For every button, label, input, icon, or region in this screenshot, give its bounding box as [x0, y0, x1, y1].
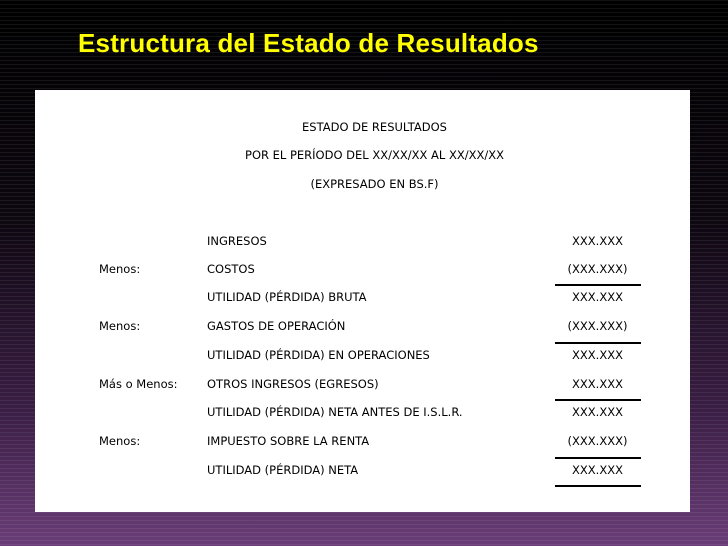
statement-row-utilidad-neta [35, 456, 690, 484]
row-concept: UTILIDAD (PÉRDIDA) NETA [207, 463, 359, 477]
row-concept: GASTOS DE OPERACIÓN [207, 319, 346, 333]
row-amount: XXX.XXX [572, 290, 623, 304]
row-amount: XXX.XXX [572, 463, 623, 477]
row-concept: UTILIDAD (PÉRDIDA) EN OPERACIONES [207, 348, 430, 362]
row-amount: XXX.XXX [572, 234, 623, 248]
row-amount: XXX.XXX [572, 405, 623, 419]
statement-heading: ESTADO DE RESULTADOS [302, 120, 447, 134]
statement-row-ingresos [35, 227, 690, 255]
statement-row-costos [35, 255, 690, 283]
row-concept: IMPUESTO SOBRE LA RENTA [207, 434, 370, 448]
row-amount: (XXX.XXX) [567, 434, 628, 448]
row-concept: UTILIDAD (PÉRDIDA) BRUTA [207, 290, 367, 304]
statement-period: POR EL PERÍODO DEL XX/XX/XX AL XX/XX/XX [245, 148, 504, 162]
row-prefix: Menos: [99, 434, 141, 448]
row-prefix: Más o Menos: [99, 377, 178, 391]
statement-currency: (EXPRESADO EN BS.F) [310, 177, 439, 191]
slide-title: Estructura del Estado de Resultados [78, 28, 539, 58]
statement-row-utilidad-bruta [35, 283, 690, 311]
income-statement-panel [35, 90, 690, 512]
row-amount: XXX.XXX [572, 348, 623, 362]
statement-row-utilidad-antes-islr [35, 398, 690, 426]
statement-row-utilidad-operaciones [35, 341, 690, 369]
statement-row-impuesto [35, 427, 690, 455]
statement-row-gastos-operacion [35, 312, 690, 340]
row-concept: OTROS INGRESOS (EGRESOS) [207, 377, 379, 391]
row-amount: XXX.XXX [572, 377, 623, 391]
total-rule [555, 485, 641, 487]
row-concept: COSTOS [207, 262, 255, 276]
statement-row-otros-ingresos [35, 370, 690, 398]
row-prefix: Menos: [99, 262, 141, 276]
row-amount: (XXX.XXX) [567, 319, 628, 333]
row-prefix: Menos: [99, 319, 141, 333]
row-amount: (XXX.XXX) [567, 262, 628, 276]
row-concept: UTILIDAD (PÉRDIDA) NETA ANTES DE I.S.L.R. [207, 405, 463, 419]
row-concept: INGRESOS [207, 234, 267, 248]
